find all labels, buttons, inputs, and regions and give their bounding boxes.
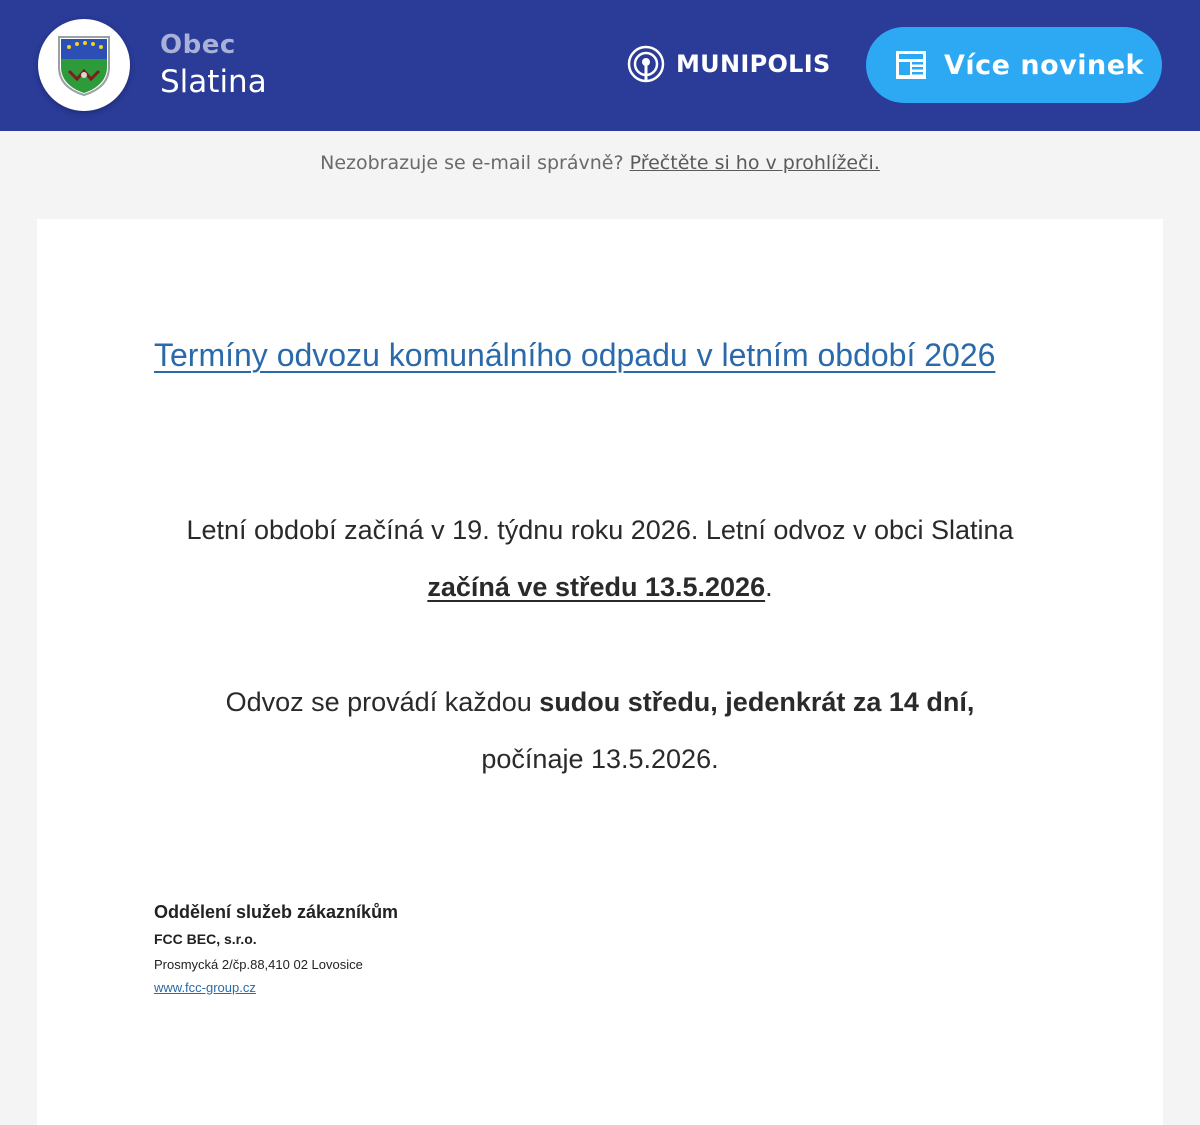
notice-line	[37, 559, 1163, 616]
notice-line: Letní období začíná v 19. týdnu roku 2026. Letní odvoz v obci Slatina	[186, 515, 1014, 545]
town-label: Obec	[160, 30, 236, 60]
town-logo[interactable]	[38, 19, 130, 111]
period: .	[765, 572, 773, 602]
more-news-button[interactable]	[866, 27, 1162, 103]
schedule-text: Odvoz se provádí každou	[225, 687, 532, 717]
notice-paragraph-start	[37, 502, 1163, 616]
start-date-emphasis: začíná ve středu 13.5.2026	[427, 572, 766, 602]
notice-paragraph-schedule	[37, 674, 1163, 788]
more-news-label: Více novinek	[944, 49, 1144, 81]
coat-of-arms-icon	[55, 33, 113, 97]
email-header	[0, 0, 1200, 131]
broadcast-icon	[626, 44, 666, 84]
town-name: Slatina	[160, 64, 267, 100]
preheader-text: Nezobrazuje se e-mail správně?	[320, 152, 624, 174]
notice-document	[37, 219, 1163, 1125]
contact-website-link[interactable]: www.fcc-group.cz	[154, 980, 256, 995]
view-in-browser-link[interactable]: Přečtěte si ho v prohlížeči.	[629, 152, 880, 174]
notice-line: počínaje 13.5.2026.	[481, 744, 719, 774]
munipolis-logo[interactable]	[626, 44, 831, 84]
munipolis-brand: MUNIPOLIS	[676, 50, 831, 78]
contact-company: FCC BEC, s.r.o.	[154, 931, 257, 947]
notice-line	[37, 674, 1163, 731]
contact-block	[154, 902, 398, 995]
notice-title: Termíny odvozu komunálního odpadu v letním období 2026	[154, 337, 996, 373]
email-content-card	[37, 219, 1163, 1125]
contact-department: Oddělení služeb zákazníkům	[154, 902, 399, 922]
preheader	[0, 152, 1200, 174]
schedule-emphasis: sudou středu, jedenkrát za 14 dní,	[539, 687, 975, 717]
newspaper-icon	[894, 48, 928, 82]
contact-address: Prosmycká 2/čp.88,410 02 Lovosice	[154, 957, 363, 972]
